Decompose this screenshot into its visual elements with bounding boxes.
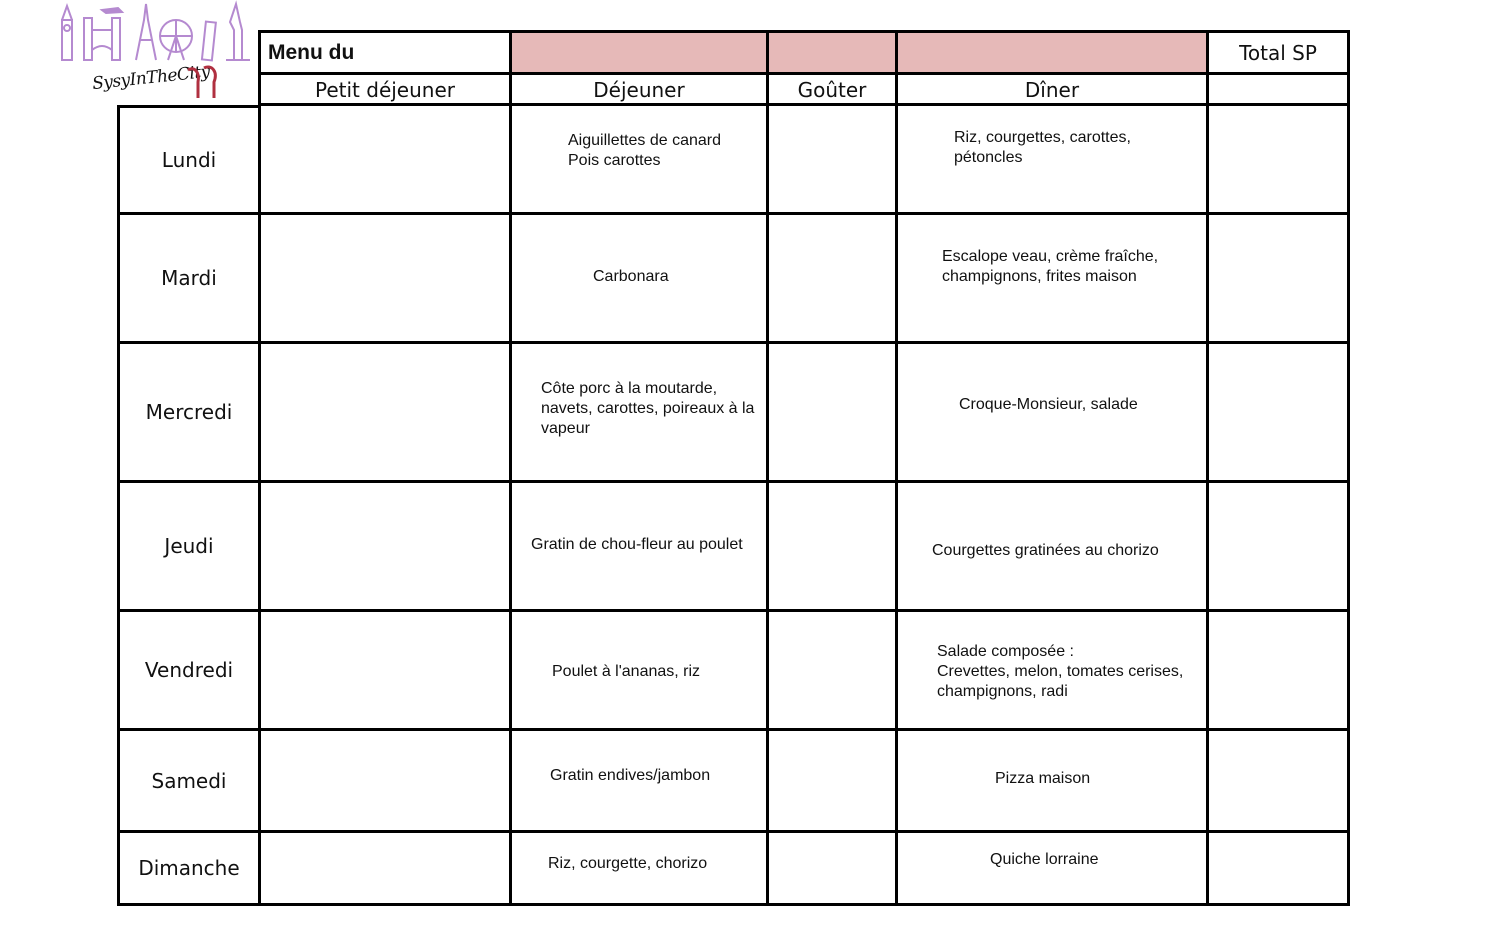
col-header-petit-dejeuner: Petit déjeuner [315, 77, 455, 102]
diner-mercredi: Croque-Monsieur, salade [959, 396, 1138, 413]
diner-lundi: Riz, courgettes, carottes, pétoncles [954, 129, 1131, 166]
col-header-gouter: Goûter [797, 77, 867, 102]
dejeuner-mercredi: Côte porc à la moutarde, navets, carottes, poireaux à la vapeur [541, 380, 755, 437]
brand-text: SysyInTheCity [91, 61, 211, 95]
menu-title: Menu du [268, 41, 355, 64]
date-fill-2 [768, 32, 896, 73]
dejeuner-lundi: Aiguillettes de canard Pois carottes [568, 132, 721, 169]
diner-dimanche: Quiche lorraine [990, 851, 1099, 868]
total-sp-label: Total SP [1239, 41, 1317, 65]
dejeuner-vendredi: Poulet à l'ananas, riz [552, 663, 701, 680]
col-header-dejeuner: Déjeuner [593, 77, 685, 102]
diner-vendredi: Salade composée : Crevettes, melon, tomates cerises, champignons, radi [937, 643, 1184, 700]
day-label-dimanche: Dimanche [138, 856, 240, 880]
date-fill-3 [897, 32, 1207, 73]
dejeuner-mardi: Carbonara [593, 268, 669, 285]
day-label-vendredi: Vendredi [144, 658, 234, 682]
day-label-mardi: Mardi [161, 266, 217, 290]
date-fill-1 [511, 32, 767, 73]
col-header-diner: Dîner [1024, 77, 1080, 102]
day-label-jeudi: Jeudi [164, 534, 214, 558]
day-label-lundi: Lundi [161, 148, 217, 172]
dejeuner-jeudi: Gratin de chou-fleur au poulet [531, 536, 743, 553]
diner-samedi: Pizza maison [995, 770, 1091, 787]
diner-mardi: Escalope veau, crème fraîche, champignons, frites maison [942, 248, 1159, 285]
diner-jeudi: Courgettes gratinées au chorizo [932, 542, 1159, 559]
dejeuner-samedi: Gratin endives/jambon [550, 767, 711, 784]
dejeuner-dimanche: Riz, courgette, chorizo [548, 855, 708, 872]
day-label-mercredi: Mercredi [145, 400, 233, 424]
day-label-samedi: Samedi [151, 768, 227, 793]
